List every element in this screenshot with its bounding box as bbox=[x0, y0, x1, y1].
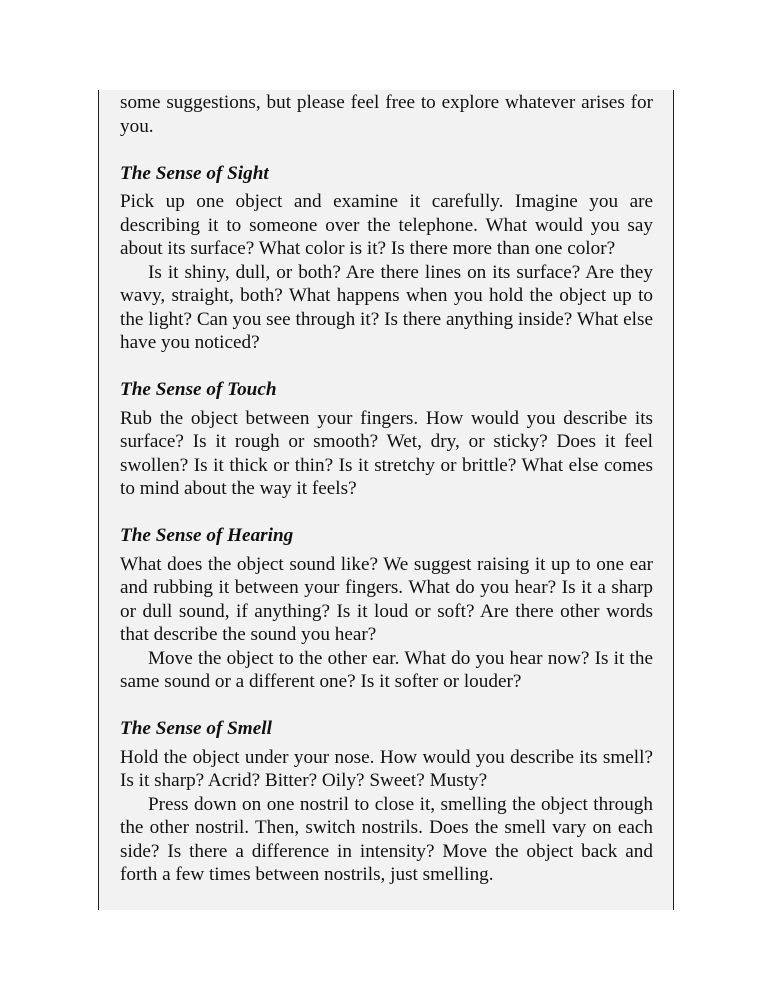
sight-paragraph-2: Is it shiny, dull, or both? Are there lines on its surface? Are they wavy, straight, both? What happens when you hold the object up to the light? Can you see through it? Is there anything inside? What else have you noticed? bbox=[120, 261, 653, 353]
heading-sense-of-touch: The Sense of Touch bbox=[120, 379, 277, 400]
hearing-paragraph-2: Move the object to the other ear. What do you hear now? Is it the same sound or a different one? Is it softer or louder? bbox=[120, 647, 653, 692]
heading-sense-of-smell: The Sense of Smell bbox=[120, 718, 272, 739]
intro-paragraph: some suggestions, but please feel free to explore whatever arises for you. bbox=[120, 92, 653, 137]
smell-paragraph-1: Hold the object under your nose. How would you describe its smell? Is it sharp? Acrid? Bitter? Oily? Sweet? Musty? bbox=[120, 746, 653, 791]
smell-paragraph-2: Press down on one nostril to close it, smelling the object through the other nostril. Then, switch nostrils. Does the smell vary on each side? Is there a difference in intensity? Move the object back and forth a few times between nostrils, just smelling. bbox=[120, 793, 653, 885]
touch-paragraph-1: Rub the object between your fingers. How would you describe its surface? Is it rough or smooth? Wet, dry, or sticky? Does it feel swollen? Is it thick or thin? Is it stretchy or brittle? What else comes to mind about the way it feels? bbox=[120, 407, 653, 499]
hearing-paragraph-1: What does the object sound like? We suggest raising it up to one ear and rubbing it between your fingers. What do you hear? Is it a sharp or dull sound, if anything? Is it loud or soft? Are there other words that describe the sound you hear? bbox=[120, 553, 653, 645]
sidebar-content bbox=[120, 91, 653, 887]
heading-sense-of-hearing: The Sense of Hearing bbox=[120, 525, 294, 546]
heading-sense-of-sight: The Sense of Sight bbox=[120, 162, 269, 184]
sight-paragraph-1: Pick up one object and examine it carefully. Imagine you are describing it to someone over the telephone. What would you say about its surface? What color is it? Is there more than one color? bbox=[120, 191, 653, 259]
